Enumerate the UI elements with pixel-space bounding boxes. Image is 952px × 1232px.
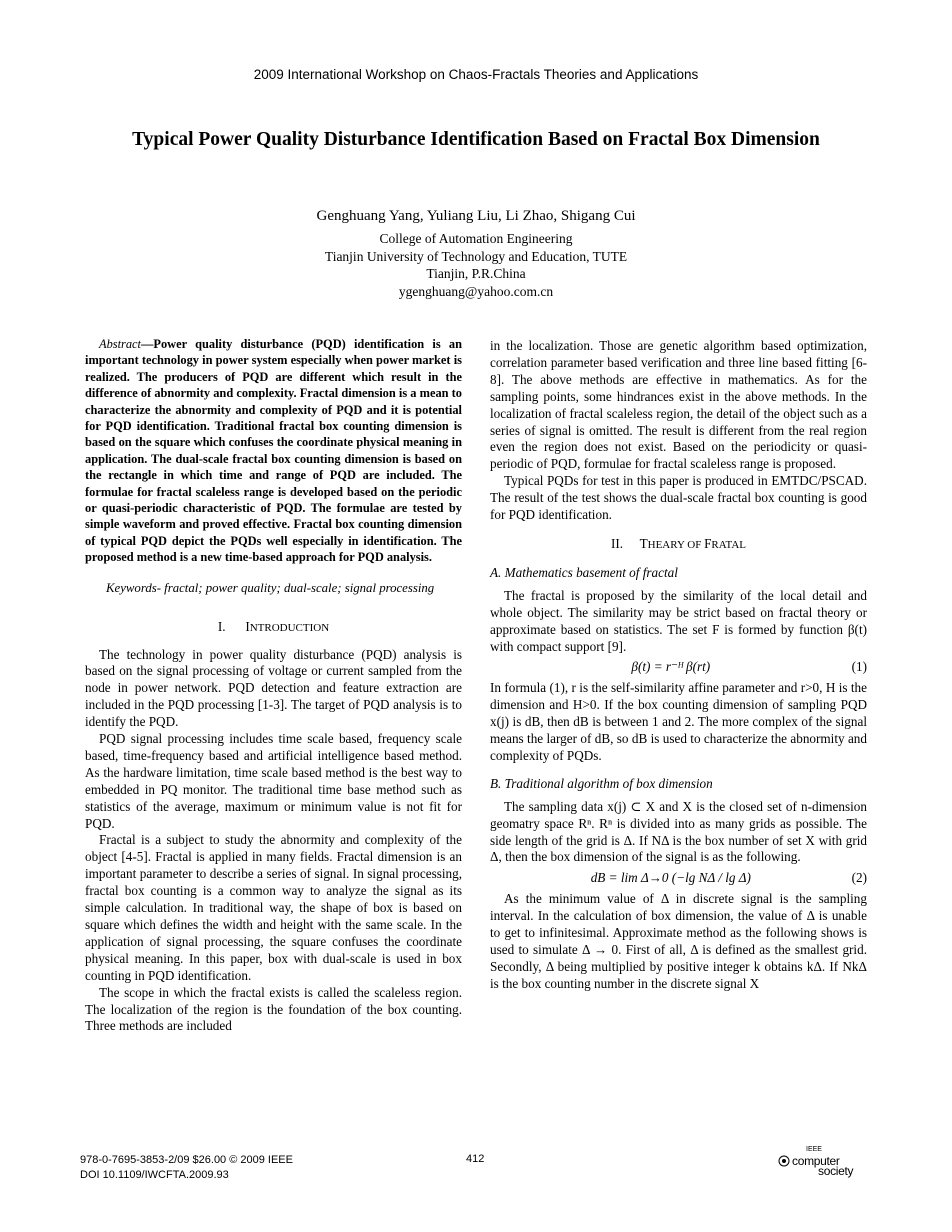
equation-expression: dB = lim Δ→0 (−lg NΔ / lg Δ): [590, 870, 751, 886]
logo-computer-text: computer: [792, 1154, 840, 1168]
paper-title: Typical Power Quality Disturbance Identification Based on Fractal Box Dimension: [132, 129, 820, 150]
affiliation-line: College of Automation Engineering: [379, 231, 573, 246]
affiliation-block: [0, 230, 952, 300]
paragraph: As the minimum value of Δ in discrete signal is the sampling interval. In the calculation of box dimension, the value of Δ is unable to get to infinitesimal. Approximate method as the following shows is used to simulate Δ → 0. First of all, Δ is defined as the smallest grid. Secondly, Δ being multiplied by positive integer k obtains kΔ. If NkΔ is the box counting number in the discrete signal X: [490, 891, 867, 991]
equation-1: [490, 659, 867, 676]
paragraph: Typical PQDs for test in this paper is produced in EMTDC/PSCAD. The result of the test shows the dual-scale fractal box counting is good for PQD identification.: [490, 473, 867, 523]
equation-number: (2): [851, 870, 867, 886]
section-heading-theory: II. THEARY OF FRATAL: [611, 535, 746, 551]
logo-mark-icon: [778, 1155, 790, 1167]
paragraph: Fractal is a subject to study the abnormity and complexity of the object [4-5]. Fractal is applied in many fields. Fractal dimension is an important parameter to describe a series of signal. In signal processing, fractal box counting is a common way to analyze the signal as its simple calculation. In traditional way, the shape of box is based on square which defines the width and height with the same scale. In the application of signal processing, the square confuses the coordinate physical meaning. In this paper, box with dual-scale is used in box counting in PQD identification.: [85, 832, 462, 983]
subsection-heading: A. Mathematics basement of fractal: [490, 564, 678, 580]
paragraph: in the localization. Those are genetic algorithm based optimization, correlation parameter based verification and three line based fitting [6-8]. The above methods are effective in mathematics. As for the sampling points, some hindrances exist in the above methods. In the localization of fractal scaleless region, the detail of the object such as a series of signal is omitted. The result is different from the real region even the region does not exist. Based on the periodicity or quasi-periodic of PQD, formulae for fractal scaleless range is proposed.: [490, 338, 867, 472]
isbn-line: 978-0-7695-3853-2/09 $26.00 © 2009 IEEE: [80, 1154, 293, 1166]
author-email: ygenghuang@yahoo.com.cn: [398, 283, 554, 299]
equation-expression: β(t) = r⁻ᴴ β(rt): [631, 659, 711, 675]
logo-ieee-text: IEEE: [806, 1146, 822, 1153]
abstract-text: —Power quality disturbance (PQD) identification is an important technology in power system especially when power market is realized. The producers of PQD are different which result in the difference of abnormity and complexity. Fractal dimension is a mean to characterize the abnormity and complexity of PQD and it is potential for PQD identification. Traditional fractal box counting dimension is based on the square which confuses the coordinate physical meaning in application. The dual-scale fractal box counting dimension is based on the rectangle in which time and range of PQD are included. The formulae for fractal scaleless range is developed based on the periodic or quasi-periodic characteristic of PQD. The formulae are tested by simple waveform and proved effective. Fractal box counting dimension of typical PQD depict the PQDs well especially in identification. The proposed method is a new time-based approach for PQD analysis.: [85, 337, 462, 565]
doi-line: DOI 10.1109/IWCFTA.2009.93: [80, 1169, 229, 1181]
affiliation-line: Tianjin University of Technology and Education, TUTE: [324, 248, 628, 264]
logo-society-text: society: [818, 1164, 854, 1178]
paragraph: PQD signal processing includes time scale based, frequency scale based, time-frequency based and artificial intelligence based method. As the hardware limitation, time scale based method is the best way to embedded in PQ monitor. The traditional time base method such as statistics of the average, maximum or minimum value is not fit for PQD.: [85, 731, 462, 831]
section-heading-introduction: I. INTRODUCTION: [217, 618, 330, 634]
equation-2: [490, 870, 867, 887]
equation-number: (1): [851, 659, 867, 675]
left-column: [85, 336, 462, 1035]
ieee-computer-society-logo: [778, 1146, 868, 1178]
keywords: Keywords- fractal; power quality; dual-scale; signal processing: [106, 580, 435, 595]
conference-header: 2009 International Workshop on Chaos-Fractals Theories and Applications: [253, 67, 699, 82]
footer-copyright: [80, 1153, 293, 1183]
paragraph: The sampling data x(j) ⊂ X and X is the closed set of n-dimension geomatry space Rⁿ. Rⁿ is divided into as many grids as possible. The side length of the grid is Δ. If NΔ is the box number of set X with grid Δ, then the box dimension of the signal is as the following.: [490, 798, 867, 865]
affiliation-line: Tianjin, P.R.China: [426, 266, 526, 282]
paragraph: In formula (1), r is the self-similarity affine parameter and r>0, H is the dimension and H>0. If the box counting dimension of sampling PQD x(j) is dB, then dB is between 1 and 2. The more complex of the signal means the larger of dB, so dB is used to characterize the abnormity and complexity of PQDs.: [490, 680, 867, 763]
right-column: [490, 338, 867, 993]
abstract-lead: Abstract: [99, 337, 141, 351]
page-number: 412: [466, 1153, 485, 1165]
abstract: [85, 336, 462, 566]
paper-authors: Genghuang Yang, Yuliang Liu, Li Zhao, Shigang Cui: [316, 208, 636, 224]
paragraph: The technology in power quality disturbance (PQD) analysis is based on the signal processing of voltage or current sampled from the node in power network. PQD detection and feature extraction are included in the PQD processing [1-3]. The target of PQD analysis is to identify the PQD.: [85, 646, 462, 730]
paragraph: The scope in which the fractal exists is called the scaleless region. The localization of the region is the foundation of the box counting. Three methods are included: [85, 984, 462, 1034]
paragraph: The fractal is proposed by the similarity of the local detail and whole object. The similarity may be strict based on fractal theory or approximate based on statistics. The set F is formed by function β(t) with compact support [9].: [490, 587, 867, 654]
subsection-heading: B. Traditional algorithm of box dimension: [490, 775, 713, 791]
